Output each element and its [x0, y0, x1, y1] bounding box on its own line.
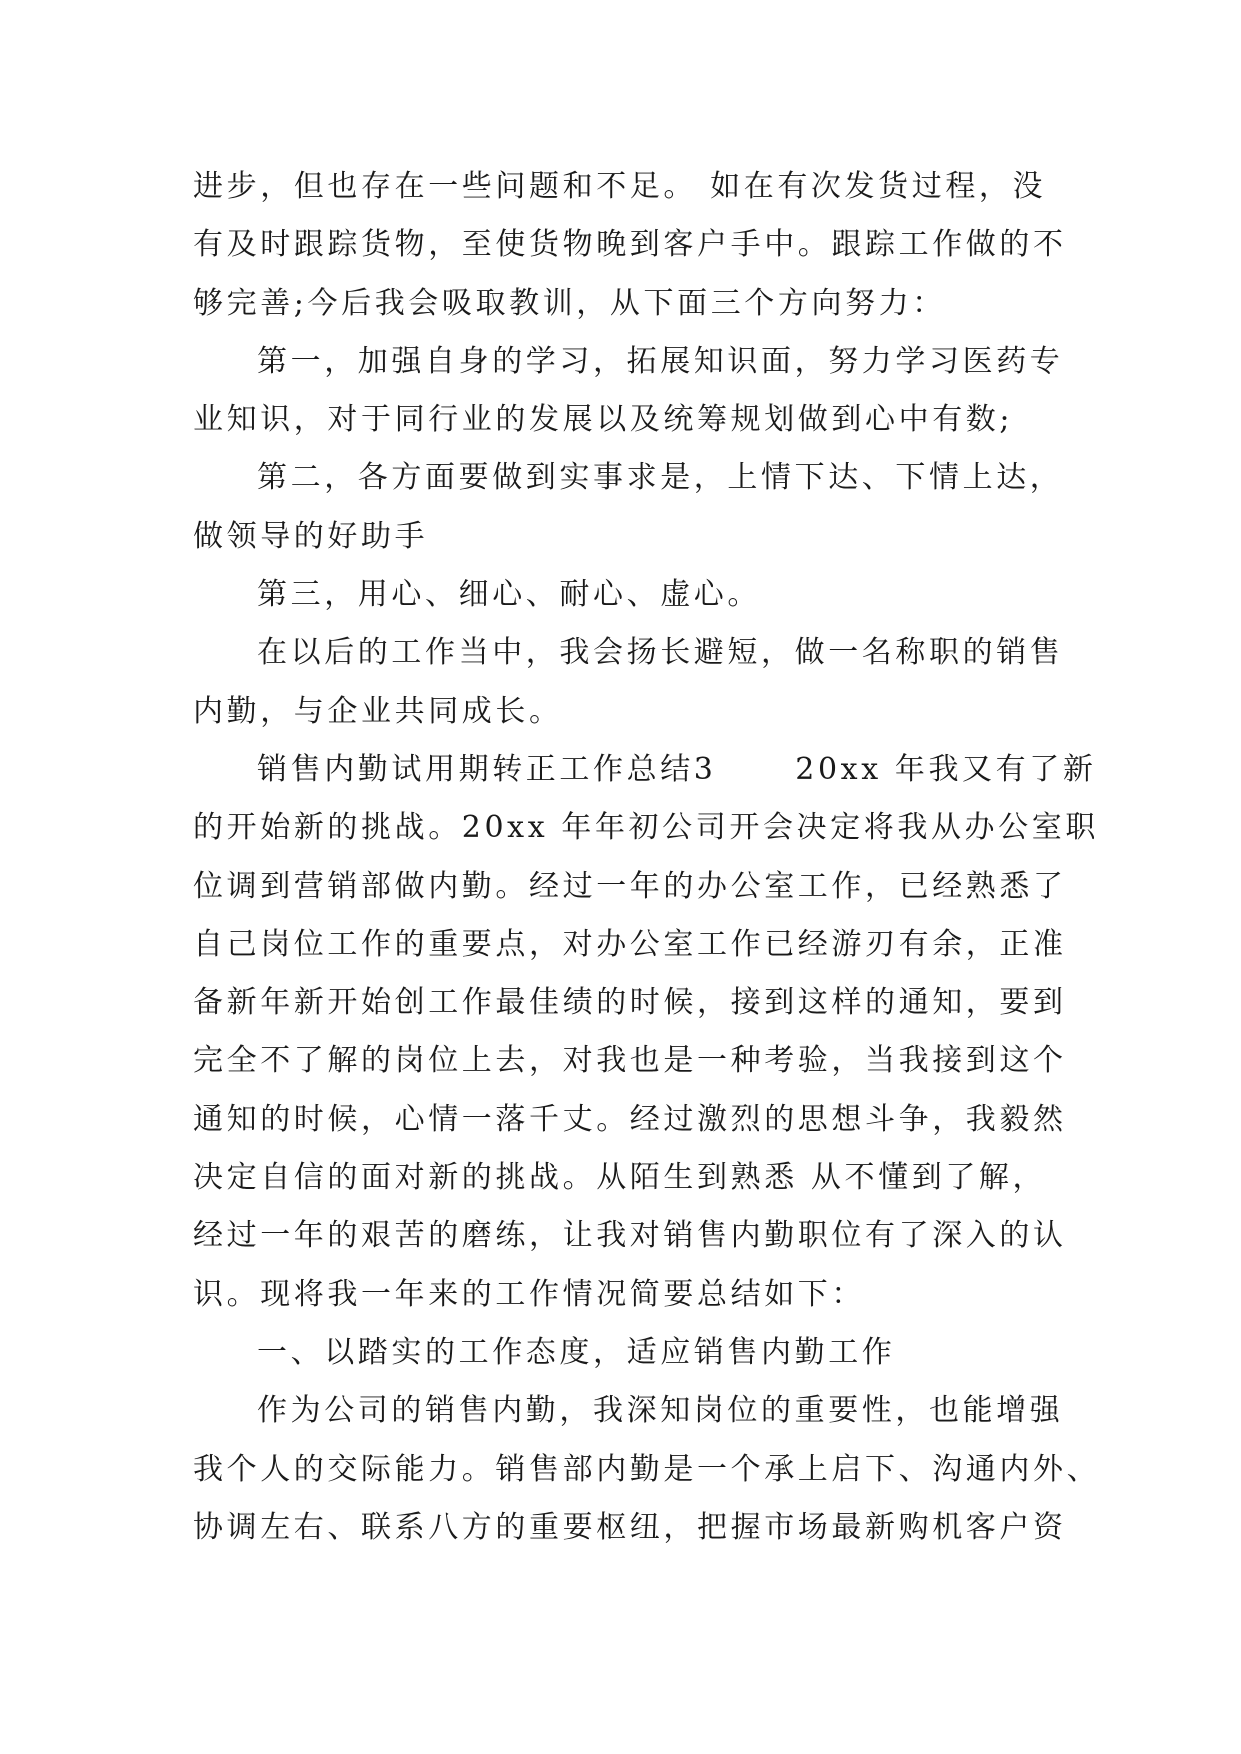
text-line: 有及时跟踪货物，至使货物晚到客户手中。跟踪工作做的不	[193, 227, 1067, 263]
text-line: 第二，各方面要做到实事求是，上情下达、下情上达，	[257, 460, 1064, 496]
text-line: 自己岗位工作的重要点，对办公室工作已经游刃有余，正准	[193, 926, 1067, 962]
text-line: 第一，加强自身的学习，拓展知识面，努力学习医药专	[257, 343, 1064, 379]
document-body	[193, 158, 1101, 1557]
text-line: 的开始新的挑战。20xx 年年初公司开会决定将我从办公室职	[193, 810, 1099, 846]
text-line: 经过一年的艰苦的磨练，让我对销售内勤职位有了深入的认	[193, 1218, 1067, 1254]
text-line: 第三，用心、细心、耐心、虚心。	[257, 577, 761, 613]
text-line: 在以后的工作当中，我会扬长避短，做一名称职的销售	[257, 635, 1064, 671]
text-line: 做领导的好助手	[193, 518, 429, 554]
text-line: 位调到营销部做内勤。经过一年的办公室工作，已经熟悉了	[193, 868, 1067, 904]
text-line: 通知的时候，心情一落千丈。经过激烈的思想斗争，我毅然	[193, 1101, 1067, 1137]
text-line: 够完善;今后我会吸取教训，从下面三个方向努力：	[193, 285, 946, 321]
text-line: 进步，但也存在一些问题和不足。 如在有次发货过程，没	[193, 169, 1047, 204]
section-heading: 一、以踏实的工作态度，适应销售内勤工作	[257, 1334, 896, 1370]
text-line: 决定自信的面对新的挑战。从陌生到熟悉 从不懂到了解，	[193, 1160, 1047, 1196]
text-line: 完全不了解的岗位上去，对我也是一种考验，当我接到这个	[193, 1043, 1067, 1079]
text-line: 销售内勤试用期转正工作总结3 20xx 年我又有了新	[257, 751, 1097, 787]
text-line: 业知识，对于同行业的发展以及统筹规划做到心中有数;	[193, 402, 1014, 438]
text-line: 协调左右、联系八方的重要枢纽，把握市场最新购机客户资	[193, 1509, 1067, 1545]
text-line: 备新年新开始创工作最佳绩的时候，接到这样的通知，要到	[193, 985, 1067, 1021]
text-line: 识。现将我一年来的工作情况简要总结如下：	[193, 1276, 865, 1312]
text-line: 作为公司的销售内勤，我深知岗位的重要性，也能增强	[257, 1393, 1064, 1429]
text-line: 内勤，与企业共同成长。	[193, 693, 563, 729]
text-line: 我个人的交际能力。销售部内勤是一个承上启下、沟通内外、	[193, 1451, 1101, 1487]
